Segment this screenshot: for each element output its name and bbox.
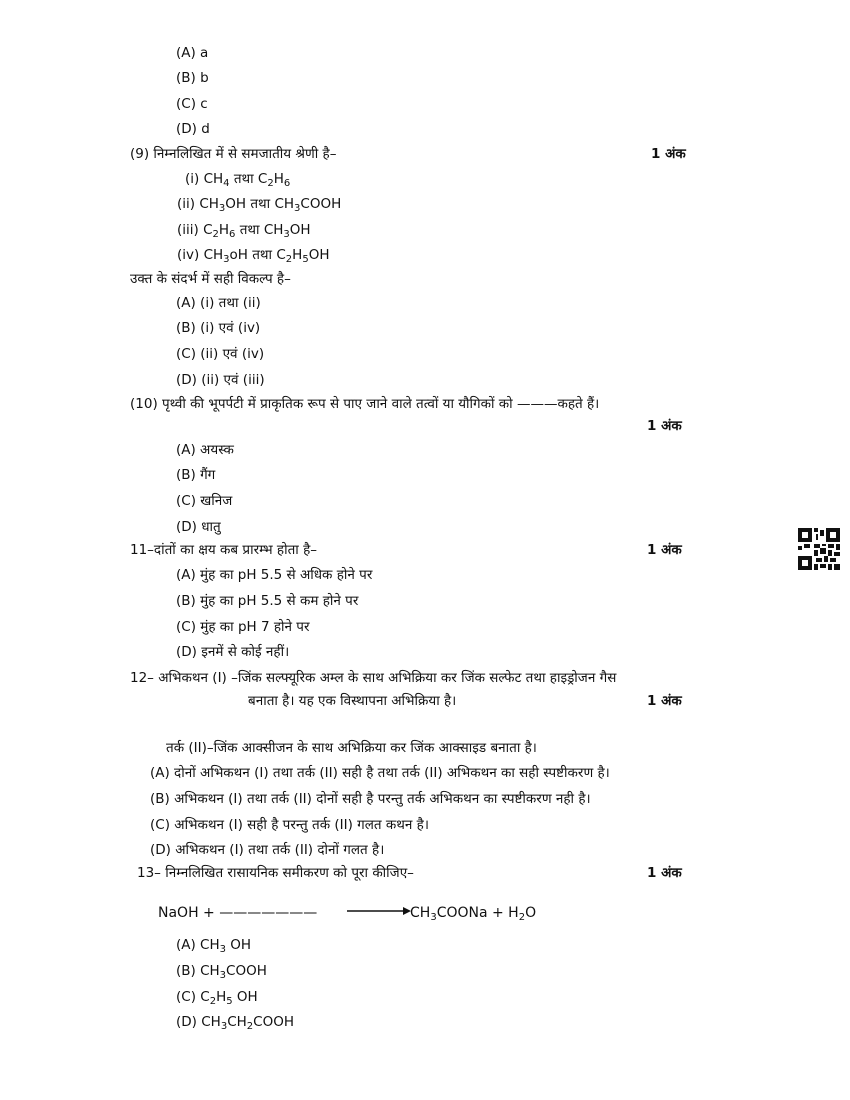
- q11-question: 11–दांतों का क्षय कब प्रारम्भ होता है–: [130, 542, 317, 558]
- q9-option-a: (A) (i) तथा (ii): [176, 295, 261, 311]
- q13-marks: 1 अंक: [647, 865, 682, 881]
- q12-option-a: (A) दोनों अभिकथन (I) तथा तर्क (II) सही है तथा तर्क (II) अभिकथन का सही स्पष्टीकरण है।: [150, 765, 610, 781]
- q12-option-d: (D) अभिकथन (I) तथा तर्क (II) दोनों गलत है।: [150, 842, 385, 858]
- q9-marks: 1 अंक: [651, 146, 686, 162]
- q9-option-d: (D) (ii) एवं (iii): [176, 372, 265, 388]
- q10-option-c: (C) खनिज: [176, 493, 233, 509]
- q12-option-b: (B) अभिकथन (I) तथा तर्क (II) दोनों सही है परन्तु तर्क अभिकथन का स्पष्टीकरण नही है।: [150, 791, 591, 807]
- q11-option-a: (A) मुंह का pH 5.5 से अधिक होने पर: [176, 567, 373, 583]
- q9-option-b: (B) (i) एवं (iv): [176, 320, 261, 336]
- q8-option-c: (C) c: [176, 96, 208, 112]
- q9-item-4: (iv) $CH_3oH$ तथा $C_2H_5OH$: [177, 247, 330, 265]
- q12-assertion-cont: बनाता है। यह एक विस्थापना अभिक्रिया है।: [248, 693, 457, 709]
- q9-item-3: (iii) $C_2H_6$ तथा $CH_3OH$: [177, 222, 311, 240]
- q8-option-a: (A) a: [176, 45, 209, 61]
- q9-question: (9) निम्नलिखित में से समजातीय श्रेणी है–: [130, 146, 337, 162]
- q13-option-a: (A) $CH_3$ OH: [176, 937, 252, 955]
- q11-marks: 1 अंक: [647, 542, 682, 558]
- q13-equation-right: $CH_3COONa + H_2O$: [410, 905, 537, 923]
- reaction-arrow-icon: [347, 903, 413, 919]
- q9-context: उक्त के संदर्भ में सही विकल्प है–: [130, 271, 291, 287]
- q9-option-c: (C) (ii) एवं (iv): [176, 346, 265, 362]
- q9-item-1: (i) $CH_4$ तथा $C_2H_6$: [185, 171, 291, 189]
- q10-option-d: (D) धातु: [176, 519, 221, 535]
- q11-option-b: (B) मुंह का pH 5.5 से कम होने पर: [176, 593, 359, 609]
- q13-question: 13– निम्नलिखित रासायनिक समीकरण को पूरा कीजिए–: [137, 865, 414, 881]
- q12-assertion: 12– अभिकथन (I) –जिंक सल्फ्यूरिक अम्ल के साथ अभिक्रिया कर जिंक सल्फेट तथा हाइड्रोजन गैस: [130, 670, 617, 686]
- q9-item-2: (ii) $CH_3OH$ तथा $CH_3COOH$: [177, 196, 342, 214]
- q13-option-d: (D) $CH_3CH_2COOH$: [176, 1014, 294, 1032]
- q13-option-b: (B) $CH_3COOH$: [176, 963, 267, 981]
- q11-option-c: (C) मुंह का pH 7 होने पर: [176, 619, 310, 635]
- q13-option-c: (C) $C_2H_5$ OH: [176, 989, 258, 1007]
- q8-option-b: (B) b: [176, 70, 209, 86]
- q11-option-d: (D) इनमें से कोई नहीं।: [176, 644, 290, 660]
- q12-option-c: (C) अभिकथन (I) सही है परन्तु तर्क (II) गलत कथन है।: [150, 817, 429, 833]
- q10-question: (10) पृथ्वी की भूपर्पटी में प्राकृतिक रूप से पाए जाने वाले तत्वों या यौगिकों को ———कहते हैं।: [130, 396, 600, 412]
- q12-marks: 1 अंक: [647, 693, 682, 709]
- q10-marks: 1 अंक: [647, 418, 682, 434]
- q13-equation-left: NaOH + ———————: [158, 905, 318, 921]
- qr-code-icon: [798, 528, 840, 570]
- q10-option-a: (A) अयस्क: [176, 442, 234, 458]
- q10-option-b: (B) गैंग: [176, 467, 216, 483]
- q12-reason: तर्क (II)–जिंक आक्सीजन के साथ अभिक्रिया कर जिंक आक्साइड बनाता है।: [166, 740, 537, 756]
- q8-option-d: (D) d: [176, 121, 210, 137]
